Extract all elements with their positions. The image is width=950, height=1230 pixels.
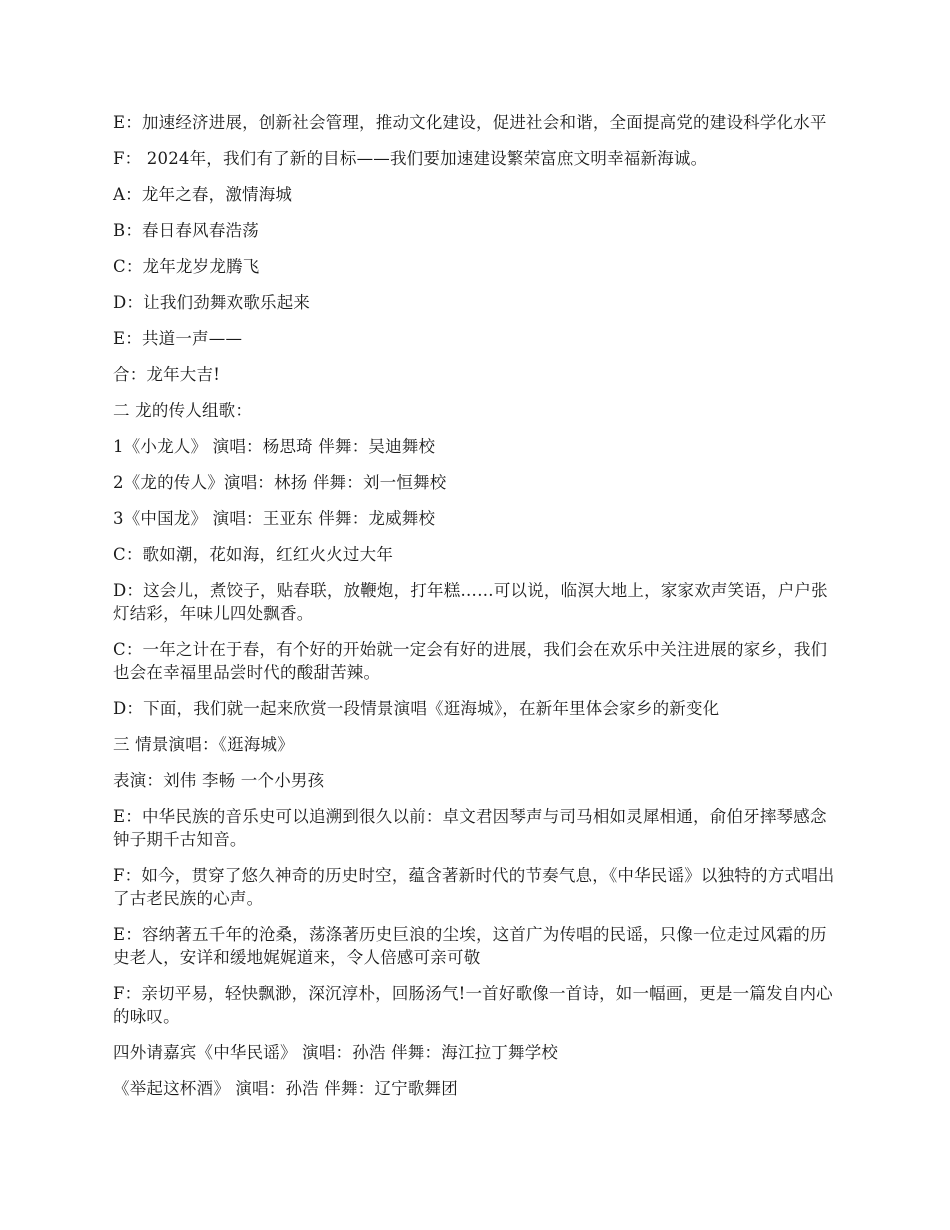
paragraph-22: F：亲切平易，轻快飘渺，深沉淳朴，回肠汤气!一首好歌像一首诗，如一幅画，更是一篇发自内心的咏叹。 [113,984,833,1026]
paragraph-20: F：如今，贯穿了悠久神奇的历史时空，蕴含著新时代的节奏气息，《中华民谣》以独特的方式唱出了古老民族的心声。 [113,866,835,908]
paragraph-6: D：让我们劲舞欢歌乐起来 [113,293,311,312]
section-heading-3: 三 情景演唱：《逛海城》 [113,735,294,754]
paragraph-7: E：共道一声—— [113,329,243,348]
paragraph-8: 合：龙年大吉! [113,365,221,384]
program-item-4: 《举起这杯酒》 演唱：孙浩 伴舞：辽宁歌舞团 [113,1079,458,1098]
document-body [113,111,838,1113]
paragraph-21: E：容纳著五千年的沧桑，荡涤著历史巨浪的尘埃，这首广为传唱的民谣，只像一位走过风霜的历史老人，安详和缓地娓娓道来，令人倍感可亲可敬 [113,925,827,967]
paragraph-19: E：中华民族的音乐史可以追溯到很久以前：卓文君因琴声与司马相如灵犀相通，俞伯牙摔琴感念钟子期千古知音。 [113,807,827,849]
paragraph-4: B：春日春风春浩荡 [113,221,259,240]
program-item-3: 3《中国龙》 演唱：王亚东 伴舞：龙威舞校 [113,509,436,528]
section-heading-2: 二 龙的传人组歌： [113,401,253,420]
paragraph-14: D：这会儿，煮饺子，贴春联，放鞭炮，打年糕……可以说，临溟大地上，家家欢声笑语，户户张灯结彩，年味儿四处飘香。 [113,581,828,623]
paragraph-2: F： 2024年，我们有了新的目标——我们要加速建设繁荣富庶文明幸福新海诚。 [113,149,708,168]
paragraph-16: D：下面，我们就一起来欣赏一段情景演唱《逛海城》，在新年里体会家乡的新变化 [113,699,720,718]
performers-line: 表演：刘伟 李畅 一个小男孩 [113,771,325,790]
paragraph-1: E：加速经济进展，创新社会管理，推动文化建设，促进社会和谐，全面提高党的建设科学化水平 [113,113,827,132]
program-item-2: 2《龙的传人》演唱：林扬 伴舞：刘一恒舞校 [113,473,447,492]
paragraph-15: C：一年之计在于春，有个好的开始就一定会有好的进展，我们会在欢乐中关注进展的家乡，我们也会在幸福里品尝时代的酸甜苦辣。 [113,640,828,682]
program-item-1: 1《小龙人》 演唱：杨思琦 伴舞：吴迪舞校 [113,437,436,456]
section-heading-4: 四外请嘉宾《中华民谣》 演唱：孙浩 伴舞：海江拉丁舞学校 [113,1043,559,1062]
paragraph-3: A：龙年之春，激情海城 [113,185,293,204]
paragraph-13: C：歌如潮，花如海，红红火火过大年 [113,545,394,564]
paragraph-5: C：龙年龙岁龙腾飞 [113,257,260,276]
